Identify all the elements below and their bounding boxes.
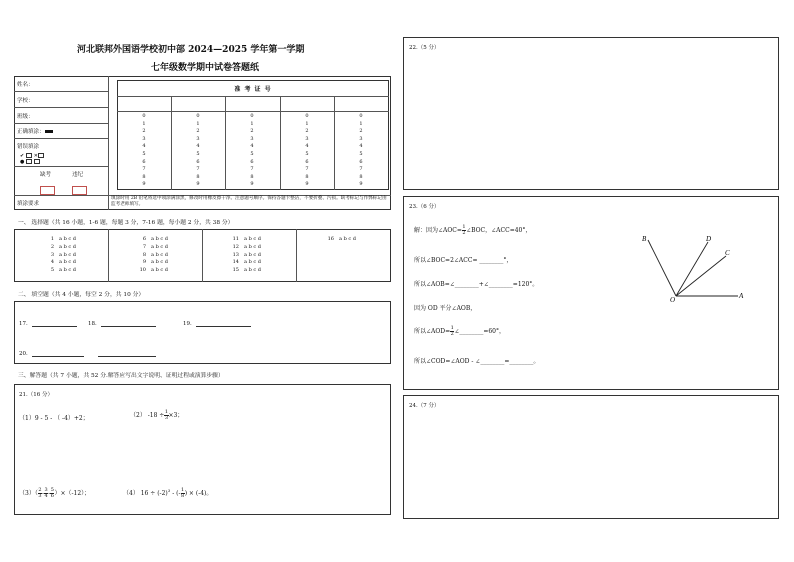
- q23-line1: 解：因为∠AOC= $\frac{1}{2}$ ∠BOC，∠ACC=40°，: [414, 224, 532, 236]
- class-label: 班级：: [17, 114, 34, 120]
- choice-col-2[interactable]: [136, 236, 168, 275]
- exam-title: 七年级数学期中试卷答题纸: [151, 63, 260, 73]
- choice-options[interactable]: a b c d: [244, 243, 261, 250]
- choice-row[interactable]: [44, 252, 76, 260]
- ticket-digit[interactable]: 1: [250, 120, 254, 127]
- point-d: D: [706, 235, 712, 243]
- absent-box[interactable]: [40, 186, 55, 195]
- ticket-digit[interactable]: 9: [196, 181, 200, 188]
- q24-title: 24.（7 分）: [409, 403, 440, 409]
- ticket-digit[interactable]: 5: [305, 150, 309, 157]
- q21-part3: （3）（ $\frac{2}{3}$ - $\frac{3}{4}$ - $\frac{5}{6}$ ）×（-12）；: [19, 487, 91, 499]
- choice-row[interactable]: [44, 267, 76, 275]
- choice-options[interactable]: a b c d: [244, 251, 261, 258]
- ticket-digit[interactable]: 3: [305, 135, 309, 142]
- ticket-digit[interactable]: 1: [196, 120, 200, 127]
- choice-options[interactable]: a b c d: [244, 236, 261, 242]
- ticket-digit[interactable]: 7: [196, 166, 200, 173]
- ticket-digit[interactable]: 7: [250, 166, 254, 173]
- correct-fill-label: [17, 127, 53, 135]
- choice-number: 2: [50, 243, 54, 250]
- q22-box: [403, 37, 779, 190]
- ticket-digit[interactable]: 5: [142, 150, 146, 157]
- choice-number: 15: [232, 267, 239, 274]
- choice-row[interactable]: [324, 236, 356, 244]
- violation-box[interactable]: [72, 186, 87, 195]
- q23-title: 23.（6 分）: [409, 204, 440, 210]
- school-label: 学校：: [17, 98, 34, 104]
- choice-options[interactable]: a b c d: [151, 236, 168, 242]
- q20-blank-2[interactable]: [98, 350, 156, 357]
- q23-line2: 所以∠BOC=2∠ACC= ________°，: [414, 257, 513, 264]
- ticket-digit[interactable]: 1: [359, 120, 363, 127]
- ticket-digit[interactable]: 1: [305, 120, 309, 127]
- ticket-digit[interactable]: 8: [196, 173, 200, 180]
- ticket-digits-col4[interactable]: [301, 113, 313, 189]
- ticket-digit[interactable]: 2: [196, 128, 200, 135]
- choice-row[interactable]: [44, 236, 76, 244]
- choice-number: 8: [142, 251, 146, 258]
- ticket-digit[interactable]: 0: [250, 113, 254, 119]
- section-two-heading: 二、 填空题（共 4 小题，每空 2 分，共 10 分）: [18, 292, 145, 298]
- ticket-digit[interactable]: 5: [359, 150, 363, 157]
- wrong-fill-label: 错误填涂: [17, 144, 40, 150]
- wrong-fill-examples: ✔ ✕ ●: [20, 153, 46, 165]
- ticket-digit[interactable]: 8: [142, 173, 146, 180]
- choice-options[interactable]: a b c d: [244, 267, 261, 274]
- ticket-digit[interactable]: 6: [305, 158, 309, 165]
- ticket-digit[interactable]: 6: [250, 158, 254, 165]
- ticket-digit[interactable]: 3: [142, 135, 146, 142]
- name-label: 姓名：: [17, 82, 34, 88]
- notes-text: 填涂时用 2B 铅笔将选中项涂满涂黑，修改时用橡皮擦干净。注意题号顺序。保持答题卡整洁，不要折叠、污损。缺考标记与作弊标记由监考老师填写。: [111, 196, 387, 207]
- section-one-heading: 一、 选择题（共 16 小题，1-6 题，每题 3 分，7-16 题，每小题 2 分，共 38 分）: [18, 220, 234, 226]
- choice-options[interactable]: a b c d: [151, 259, 168, 266]
- q24-box: [403, 395, 779, 519]
- choice-number: 1: [50, 236, 54, 242]
- ticket-digit[interactable]: 3: [359, 135, 363, 142]
- ticket-header: 准 考 证 号: [234, 86, 272, 93]
- q23-line4: 因为 OD 平分∠AOB，: [414, 305, 477, 312]
- ticket-digit[interactable]: 2: [250, 128, 254, 135]
- choice-number: 3: [50, 251, 54, 258]
- ticket-digit[interactable]: 5: [196, 150, 200, 157]
- q23-line3: 所以∠AOB=∠________+∠________=120°。: [414, 281, 539, 288]
- ticket-digits-col5[interactable]: [355, 113, 367, 189]
- choice-options[interactable]: a b c d: [151, 267, 168, 274]
- ticket-digit[interactable]: 0: [305, 113, 309, 119]
- ticket-digit[interactable]: 2: [142, 128, 146, 135]
- choice-row[interactable]: [136, 252, 168, 260]
- q18-blank[interactable]: [101, 320, 156, 327]
- choice-number: 9: [142, 259, 146, 266]
- q21-title: 21.（16 分）: [19, 392, 53, 398]
- ray-ob: [648, 240, 676, 296]
- absent-label: 缺考: [40, 172, 52, 178]
- ticket-digit[interactable]: 4: [250, 143, 254, 150]
- ticket-digit[interactable]: 6: [359, 158, 363, 165]
- q19-label: 19.: [183, 320, 251, 327]
- notes-label: 填涂要求: [17, 201, 40, 207]
- ticket-digits-col2[interactable]: [192, 113, 204, 189]
- q23-line6: 所以∠COD=∠AOD - ∠________=________。: [414, 358, 540, 365]
- choice-number: 10: [139, 267, 146, 274]
- ticket-digit[interactable]: 8: [359, 173, 363, 180]
- choice-number: 5: [50, 267, 54, 274]
- choice-row[interactable]: [229, 244, 261, 252]
- ticket-digit[interactable]: 4: [359, 143, 363, 150]
- point-c: C: [725, 249, 730, 257]
- choice-row[interactable]: [136, 236, 168, 244]
- ticket-digits-col1[interactable]: [138, 113, 150, 189]
- choice-number: 12: [232, 243, 239, 250]
- ticket-digit[interactable]: 8: [305, 173, 309, 180]
- choice-row[interactable]: [229, 236, 261, 244]
- ticket-digit[interactable]: 4: [142, 143, 146, 150]
- ticket-digit[interactable]: 5: [250, 150, 254, 157]
- ticket-digit[interactable]: 0: [359, 113, 363, 119]
- point-a: A: [739, 292, 744, 300]
- choice-options[interactable]: a b c d: [151, 251, 168, 258]
- choice-options[interactable]: a b c d: [59, 243, 76, 250]
- ticket-digit[interactable]: 2: [359, 128, 363, 135]
- ticket-digit[interactable]: 9: [250, 181, 254, 188]
- choice-row[interactable]: [136, 259, 168, 267]
- q20-label: 20.: [19, 350, 156, 357]
- correct-fill-text: 正确填涂：: [17, 129, 45, 135]
- choice-col-4[interactable]: [324, 236, 356, 244]
- ticket-digit[interactable]: 0: [196, 113, 200, 119]
- choice-number: 6: [142, 236, 146, 242]
- q20-blank-1[interactable]: [32, 350, 84, 357]
- ray-oc: [676, 256, 726, 296]
- ticket-digit[interactable]: 7: [142, 166, 146, 173]
- ticket-digit[interactable]: 7: [305, 166, 309, 173]
- choice-col-3[interactable]: [229, 236, 261, 275]
- choice-col-1[interactable]: [44, 236, 76, 275]
- violation-label: 违纪: [72, 172, 84, 178]
- ticket-digit[interactable]: 6: [142, 158, 146, 165]
- ticket-digit[interactable]: 9: [305, 181, 309, 188]
- q17-blank[interactable]: [32, 320, 77, 327]
- ticket-digit[interactable]: 4: [305, 143, 309, 150]
- ray-od: [676, 242, 708, 296]
- point-b: B: [642, 235, 647, 243]
- ticket-digit[interactable]: 3: [250, 135, 254, 142]
- q21-part1: （1）9 - 5 - （ -4）+2；: [19, 415, 89, 422]
- choice-options[interactable]: a b c d: [59, 236, 76, 242]
- q18-label: 18.: [88, 320, 156, 327]
- ticket-digit[interactable]: 9: [359, 181, 363, 188]
- point-o: O: [670, 296, 676, 304]
- choice-number: 13: [232, 251, 239, 258]
- section-three-heading: 三、解答题（共 7 小题，共 52 分.解答应写出文字说明、证明过程或演算步骤）: [18, 373, 224, 379]
- ticket-digits-col3[interactable]: [246, 113, 258, 189]
- angle-figure: [636, 230, 752, 306]
- choice-options[interactable]: a b c d: [59, 259, 76, 266]
- q21-part4: （4） $16 \div (-2)^3$ - (- $\frac{1}{8}$ ) × (-4)。: [123, 487, 213, 499]
- choice-options[interactable]: a b c d: [59, 267, 76, 274]
- choice-row[interactable]: [229, 259, 261, 267]
- q21-part2: （2） -18 ÷ $\frac{1}{3}$ ×3；: [130, 409, 184, 421]
- filled-mark-icon: [45, 130, 53, 133]
- choice-row[interactable]: [136, 267, 168, 275]
- choice-options[interactable]: a b c d: [151, 243, 168, 250]
- choice-number: 4: [50, 259, 54, 266]
- choice-number: 7: [142, 243, 146, 250]
- q23-line5: 所以∠AOD= $\frac{1}{2}$ ∠________=60°，: [414, 325, 506, 337]
- ticket-digit[interactable]: 8: [250, 173, 254, 180]
- choice-row[interactable]: [229, 252, 261, 260]
- school-title: 河北联邦外国语学校初中部 2024—2025 学年第一学期: [77, 45, 305, 55]
- choice-options[interactable]: a b c d: [59, 251, 76, 258]
- q17-label: 17.: [19, 320, 77, 327]
- ticket-digit[interactable]: 1: [142, 120, 146, 127]
- ticket-digit[interactable]: 6: [196, 158, 200, 165]
- ticket-digit[interactable]: 4: [196, 143, 200, 150]
- ticket-digit[interactable]: 2: [305, 128, 309, 135]
- choice-number: 11: [232, 236, 239, 242]
- choice-number: 16: [327, 236, 334, 242]
- choice-row[interactable]: [229, 267, 261, 275]
- q19-blank[interactable]: [196, 320, 251, 327]
- ticket-digit[interactable]: 0: [142, 113, 146, 119]
- ticket-digit[interactable]: 7: [359, 166, 363, 173]
- choice-row[interactable]: [44, 244, 76, 252]
- ticket-digit[interactable]: 9: [142, 181, 146, 188]
- choice-options[interactable]: a b c d: [244, 259, 261, 266]
- choice-row[interactable]: [136, 244, 168, 252]
- q22-title: 22.（5 分）: [409, 45, 440, 51]
- choice-options[interactable]: a b c d: [339, 236, 356, 242]
- choice-number: 14: [232, 259, 239, 266]
- ticket-digit[interactable]: 3: [196, 135, 200, 142]
- choice-row[interactable]: [44, 259, 76, 267]
